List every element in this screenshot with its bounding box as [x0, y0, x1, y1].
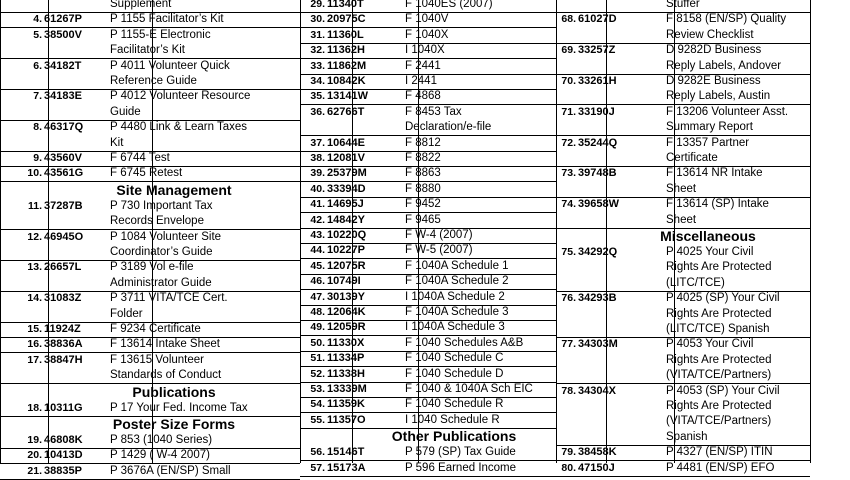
col3-row-10-desc-2: (VITA/TCE/Partners): [666, 369, 772, 382]
col2-row-3-code: 11362H: [327, 44, 365, 57]
col3-row-7-desc-0: F 13614 (SP) Intake: [666, 198, 769, 211]
col3-row-4-number: 71.: [561, 105, 576, 118]
col2-row-3-desc-0: I 1040X: [405, 44, 445, 57]
col2-row-19-code: 30139Y: [327, 290, 365, 303]
col1-row-7-number: 10.: [27, 167, 42, 180]
col2-row-4-code: 11862M: [327, 59, 367, 72]
col2-row-20-code: 12064K: [327, 306, 366, 318]
col3-row-4-code: 33190J: [578, 105, 615, 118]
col1-row-11-desc-0: P 3711 VITA/TCE Cert.: [110, 292, 228, 305]
col1-row-2-desc-0: P 1155-E Electronic: [110, 28, 211, 41]
col3-row-2-code: 33257Z: [578, 44, 616, 57]
col1-row-2-number: 5.: [33, 28, 42, 41]
col2-row-25-number: 53.: [310, 383, 325, 395]
col1-row-14-desc-1: Standards of Conduct: [110, 369, 222, 382]
col3-row-1-number: 68.: [561, 13, 576, 26]
col3-row-3-desc-1: Reply Labels, Austin: [666, 90, 771, 103]
col1-row-3-desc-0: P 4011 Volunteer Quick: [110, 59, 230, 72]
col2-row-5-number: 34.: [310, 75, 325, 87]
col1-row-15-code: 10311G: [44, 401, 83, 414]
col1-row-10-number: 13.: [27, 261, 42, 274]
col1-row-12-desc-0: F 9234 Certificate: [110, 323, 201, 335]
col2-row-12-code: 33394D: [327, 182, 366, 195]
col3-row-12-number: 79.: [561, 446, 576, 459]
col3-row-10-desc-0: P 4053 Your Civil: [666, 338, 754, 351]
col1-row-10-desc-0: P 3189 Vol e-file: [110, 261, 194, 274]
col2-row-19-number: 47.: [310, 290, 325, 303]
col2-row-21-code: 12059R: [327, 321, 366, 334]
col2-row-9-desc-0: F 8812: [405, 136, 441, 149]
col1-row-11-code: 31083Z: [44, 292, 82, 305]
col2-row-7-code: 62766T: [327, 105, 365, 118]
col3-row-6-desc-0: F 13614 NR Intake: [666, 167, 763, 180]
col1-row-18-desc-0: P 3676A (EN/SP) Small: [110, 464, 231, 477]
col1-row-12-number: 15.: [27, 323, 42, 335]
col2-row-10-desc-0: F 8822: [405, 152, 441, 164]
col1-row-12-code: 11924Z: [44, 323, 81, 335]
col3-row-11-code: 34304X: [578, 384, 616, 397]
col1-row-4-desc-1: Guide: [110, 105, 141, 118]
col1-row-10-code: 26657L: [44, 261, 82, 274]
col2-row-2-number: 31.: [310, 28, 325, 41]
col2-row-15-desc-0: F W-4 (2007): [405, 229, 473, 241]
col2-row-23-code: 11334P: [327, 352, 365, 365]
col2-row-16-code: 10227P: [327, 244, 365, 257]
col1-row-7-code: 43561G: [44, 167, 84, 180]
col2-row-12-desc-0: F 8880: [405, 182, 441, 195]
col2-row-26-number: 54.: [310, 398, 325, 411]
col3-row-2-number: 69.: [561, 44, 576, 57]
col2-row-13-code: 14695J: [327, 198, 364, 211]
col2-row-28-desc-0: P 579 (SP) Tax Guide: [405, 446, 516, 459]
col3-row-4-desc-1: Summary Report: [666, 121, 753, 134]
col3-row-9-desc-2: (LITC/TCE) Spanish: [666, 323, 770, 335]
col2-row-29-number: 57.: [310, 461, 325, 474]
col3-row-7-code: 39658W: [578, 198, 619, 211]
col2-row-25-code: 13339M: [327, 383, 367, 395]
col2-row-22-code: 11330X: [327, 336, 365, 349]
col1-row-5-code: 46317Q: [44, 121, 84, 134]
col2-row-10-number: 38.: [310, 152, 325, 164]
col1-row-3-desc-1: Reference Guide: [110, 75, 197, 87]
col2-row-21-desc-0: I 1040A Schedule 3: [405, 321, 505, 334]
col2-row-1-code: 20975C: [327, 13, 366, 26]
col2-row-0-number: 29.: [310, 0, 325, 10]
col1-row-2-desc-1: Facilitator’s Kit: [110, 44, 185, 57]
col2-row-24-number: 52.: [310, 367, 325, 380]
col3-row-9-number: 76.: [561, 292, 576, 305]
col1-row-1-number: 4.: [33, 13, 42, 26]
col3-row-9-code: 34293B: [578, 292, 617, 305]
col2-row-16-number: 44.: [310, 244, 325, 257]
col3-row-11-number: 78.: [561, 384, 576, 397]
col1-row-9-code: 46945O: [44, 230, 84, 243]
col3-row-3-number: 70.: [561, 75, 576, 87]
col2-row-6-code: 13141W: [327, 90, 368, 103]
col2-row-14-code: 14842Y: [327, 213, 365, 226]
col2-row-4-number: 33.: [310, 59, 325, 72]
col2-row-15-number: 43.: [310, 229, 325, 241]
col3-row-13-desc-0: P 4481 (EN/SP) EFO: [666, 461, 775, 474]
col2-row-18-desc-0: F 1040A Schedule 2: [405, 275, 509, 288]
col3-row-11-desc-3: Spanish: [666, 430, 708, 443]
col2-row-9-number: 37.: [310, 136, 325, 149]
col3-row-9-desc-1: Rights Are Protected: [666, 307, 772, 320]
col1-row-8-code: 37287B: [44, 199, 83, 212]
col2-row-24-desc-0: F 1040 Schedule D: [405, 367, 504, 380]
col1-row-16-number: 19.: [27, 434, 42, 446]
col2-row-1-number: 30.: [310, 13, 325, 26]
col2-row-15-code: 10220Q: [327, 229, 367, 241]
col3-row-3-desc-0: D 9282E Business: [666, 75, 761, 87]
col2-row-23-desc-0: F 1040 Schedule C: [405, 352, 504, 365]
col2-divider-29: [300, 476, 556, 477]
section-site-management: Site Management: [116, 181, 232, 198]
col2-row-17-code: 12075R: [327, 259, 366, 272]
col1-row-7-desc-0: F 6745 Retest: [110, 167, 183, 180]
col2-row-8-desc-0: Declaration/e-file: [405, 121, 492, 134]
col1-row-13-code: 38836A: [44, 338, 83, 351]
col2-row-11-desc-0: F 8863: [405, 167, 441, 180]
col3-row-1-desc-1: Review Checklist: [666, 28, 754, 41]
col2-row-22-desc-0: F 1040 Schedules A&B: [405, 336, 524, 349]
col2-row-28-number: 56.: [310, 446, 325, 459]
col1-row-14-number: 17.: [27, 353, 42, 366]
col2-row-27-number: 55.: [310, 413, 325, 426]
col1-row-0-desc-0: Supplement: [110, 0, 172, 10]
col3-row-6-code: 39748B: [578, 167, 617, 180]
col3-row-12-desc-0: P 4327 (EN/SP) ITIN: [666, 446, 773, 459]
col2-row-3-number: 32.: [310, 44, 325, 57]
col1-row-6-number: 9.: [33, 152, 42, 164]
col1-row-4-number: 7.: [33, 90, 42, 103]
col1-row-9-number: 12.: [27, 230, 42, 243]
section-other-publications: Other Publications: [391, 428, 517, 445]
col2-row-20-number: 48.: [310, 306, 325, 318]
col1-row-11-number: 14.: [27, 292, 42, 305]
col1-row-9-desc-0: P 1084 Volunteer Site: [110, 230, 222, 243]
col1-row-13-number: 16.: [27, 338, 42, 351]
col3-row-13-number: 80.: [561, 461, 576, 474]
col2-row-16-desc-0: F W-5 (2007): [405, 244, 473, 257]
section-miscellaneous: Miscellaneous: [660, 228, 756, 244]
col2-row-14-desc-0: F 9465: [405, 213, 441, 226]
col1-row-11-desc-1: Folder: [110, 307, 143, 320]
col1-row-15-number: 18.: [27, 401, 42, 414]
col1-row-10-desc-1: Administrator Guide: [110, 276, 212, 289]
col2-row-17-number: 45.: [310, 259, 325, 272]
section-poster-size-forms: Poster Size Forms: [112, 416, 236, 432]
col1-row-16-desc-0: P 853 (1040 Series): [110, 434, 213, 446]
col2-row-27-desc-0: I 1040 Schedule R: [405, 413, 500, 426]
col1-row-1-desc-0: P 1155 Facilitator’s Kit: [110, 13, 224, 26]
col2-row-2-code: 11360L: [327, 28, 364, 41]
col3-row-11-desc-1: Rights Are Protected: [666, 400, 772, 412]
col3-row-3-code: 33261H: [578, 75, 617, 87]
col2-row-25-desc-0: F 1040 & 1040A Sch EIC: [405, 383, 533, 395]
col3-row-7-desc-1: Sheet: [666, 213, 697, 226]
col3-row-8-desc-2: (LITC/TCE): [666, 276, 725, 289]
col2-row-7-number: 36.: [310, 105, 325, 118]
col2-row-20-desc-0: F 1040A Schedule 3: [405, 306, 509, 318]
col2-row-14-number: 42.: [310, 213, 325, 226]
col2-row-6-desc-0: F 4868: [405, 90, 441, 103]
col2-row-22-number: 50.: [310, 336, 325, 349]
col1-row-15-desc-0: P 17 Your Fed. Income Tax: [110, 401, 248, 414]
col2-row-6-number: 35.: [310, 90, 325, 103]
col1-row-3-code: 34182T: [44, 59, 82, 72]
col1-row-17-number: 20.: [27, 449, 42, 462]
col3-row-10-number: 77.: [561, 338, 576, 351]
col1-row-5-desc-0: P 4480 Link & Learn Taxes: [110, 121, 248, 134]
col2-row-7-desc-0: F 8453 Tax: [405, 105, 462, 118]
col2-row-12-number: 40.: [310, 182, 325, 195]
col2-row-18-code: 10749I: [327, 275, 361, 288]
col3-row-12-code: 38458K: [578, 446, 617, 459]
col3-row-6-number: 73.: [561, 167, 576, 180]
col1-row-2-code: 38500V: [44, 28, 82, 41]
col3-row-8-desc-0: P 4025 Your Civil: [666, 246, 754, 258]
col3-row-13-code: 47150J: [578, 461, 615, 474]
col3-row-10-desc-1: Rights Are Protected: [666, 353, 772, 366]
col1-row-8-number: 11.: [27, 199, 42, 212]
col1-row-4-code: 34183E: [44, 90, 82, 103]
col2-row-17-desc-0: F 1040A Schedule 1: [405, 259, 509, 272]
col2-row-27-code: 11357O: [327, 413, 366, 426]
col2-row-2-desc-0: F 1040X: [405, 28, 449, 41]
col1-row-6-code: 43560V: [44, 152, 82, 164]
col1-row-8-desc-1: Records Envelope: [110, 215, 204, 228]
col2-row-1-desc-0: F 1040V: [405, 13, 449, 26]
col3-row-4-desc-0: F 13206 Volunteer Asst.: [666, 105, 789, 118]
col3-row-10-code: 34303M: [578, 338, 618, 351]
col1-row-5-number: 8.: [33, 121, 42, 134]
col3-row-7-number: 74.: [561, 198, 576, 211]
col3-row-11-desc-2: (VITA/TCE/Partners): [666, 415, 772, 428]
col2-row-4-desc-0: F 2441: [405, 59, 441, 72]
col1-row-6-desc-0: F 6744 Test: [110, 152, 170, 164]
col2-row-0-code: 11340T: [327, 0, 364, 10]
col2-row-11-number: 39.: [310, 167, 325, 180]
col2-row-11-code: 25379M: [327, 167, 367, 180]
col3-row-8-number: 75.: [561, 246, 576, 258]
col2-row-26-code: 11359K: [327, 398, 365, 411]
col3-row-9-desc-0: P 4025 (SP) Your Civil: [666, 292, 780, 305]
col2-row-5-desc-0: I 2441: [405, 75, 437, 87]
col3-row-8-desc-1: Rights Are Protected: [666, 261, 772, 274]
col2-row-24-code: 11338H: [327, 367, 365, 380]
col3-row-5-code: 35244Q: [578, 136, 618, 149]
col3-row-5-desc-0: F 13357 Partner: [666, 136, 750, 149]
col1-row-3-number: 6.: [33, 59, 42, 72]
col3-row-1-code: 61027D: [578, 13, 617, 26]
col2-row-10-code: 12081V: [327, 152, 365, 164]
col2-row-18-number: 46.: [310, 275, 325, 288]
col1-row-17-desc-0: P 1429 ( W-4 2007): [110, 449, 210, 462]
col2-row-13-number: 41.: [310, 198, 325, 211]
col3-row-0-desc-0: Stuffer: [666, 0, 700, 10]
col1-row-9-desc-1: Coordinator’s Guide: [110, 246, 213, 258]
col1-row-18-code: 38835P: [44, 464, 82, 477]
col1-row-13-desc-0: F 13614 Intake Sheet: [110, 338, 220, 351]
col3-divider-13: [556, 476, 810, 477]
col1-row-14-desc-0: F 13615 Volunteer: [110, 353, 204, 366]
col1-row-8-desc-0: P 730 Important Tax: [110, 199, 213, 212]
col1-row-14-code: 38847H: [44, 353, 83, 366]
col3-row-11-desc-0: P 4053 (SP) Your Civil: [666, 384, 780, 397]
col2-row-28-code: 15146T: [327, 446, 365, 459]
col3-row-6-desc-1: Sheet: [666, 182, 697, 195]
col3-row-2-desc-0: D 9282D Business: [666, 44, 762, 57]
col2-row-5-code: 10842K: [327, 75, 366, 87]
v-right: [810, 0, 811, 463]
v-left: [0, 0, 1, 463]
col2-row-29-desc-0: P 596 Earned Income: [405, 461, 517, 474]
section-publications: Publications: [132, 383, 216, 400]
col1-row-5-desc-1: Kit: [110, 136, 124, 149]
col1-row-4-desc-0: P 4012 Volunteer Resource: [110, 90, 251, 103]
col3-row-8-code: 34292Q: [578, 246, 618, 258]
col3-row-5-number: 72.: [561, 136, 576, 149]
col2-row-29-code: 15173A: [327, 461, 366, 474]
col2-row-13-desc-0: F 9452: [405, 198, 441, 211]
col1-row-18-number: 21.: [27, 464, 42, 477]
col2-row-23-number: 51.: [310, 352, 325, 365]
col2-row-9-code: 10644E: [327, 136, 365, 149]
col3-row-1-desc-0: F 8158 (EN/SP) Quality: [666, 13, 787, 26]
col1-row-16-code: 46808K: [44, 434, 83, 446]
col2-row-19-desc-0: I 1040A Schedule 2: [405, 290, 505, 303]
col3-row-2-desc-1: Reply Labels, Andover: [666, 59, 782, 72]
col3-row-5-desc-1: Certificate: [666, 152, 718, 164]
col2-row-26-desc-0: F 1040 Schedule R: [405, 398, 504, 411]
col2-row-21-number: 49.: [310, 321, 325, 334]
col1-row-1-code: 61267P: [44, 13, 82, 26]
col2-row-0-desc-0: F 1040ES (2007): [405, 0, 493, 10]
col1-row-17-code: 10413D: [44, 449, 83, 462]
